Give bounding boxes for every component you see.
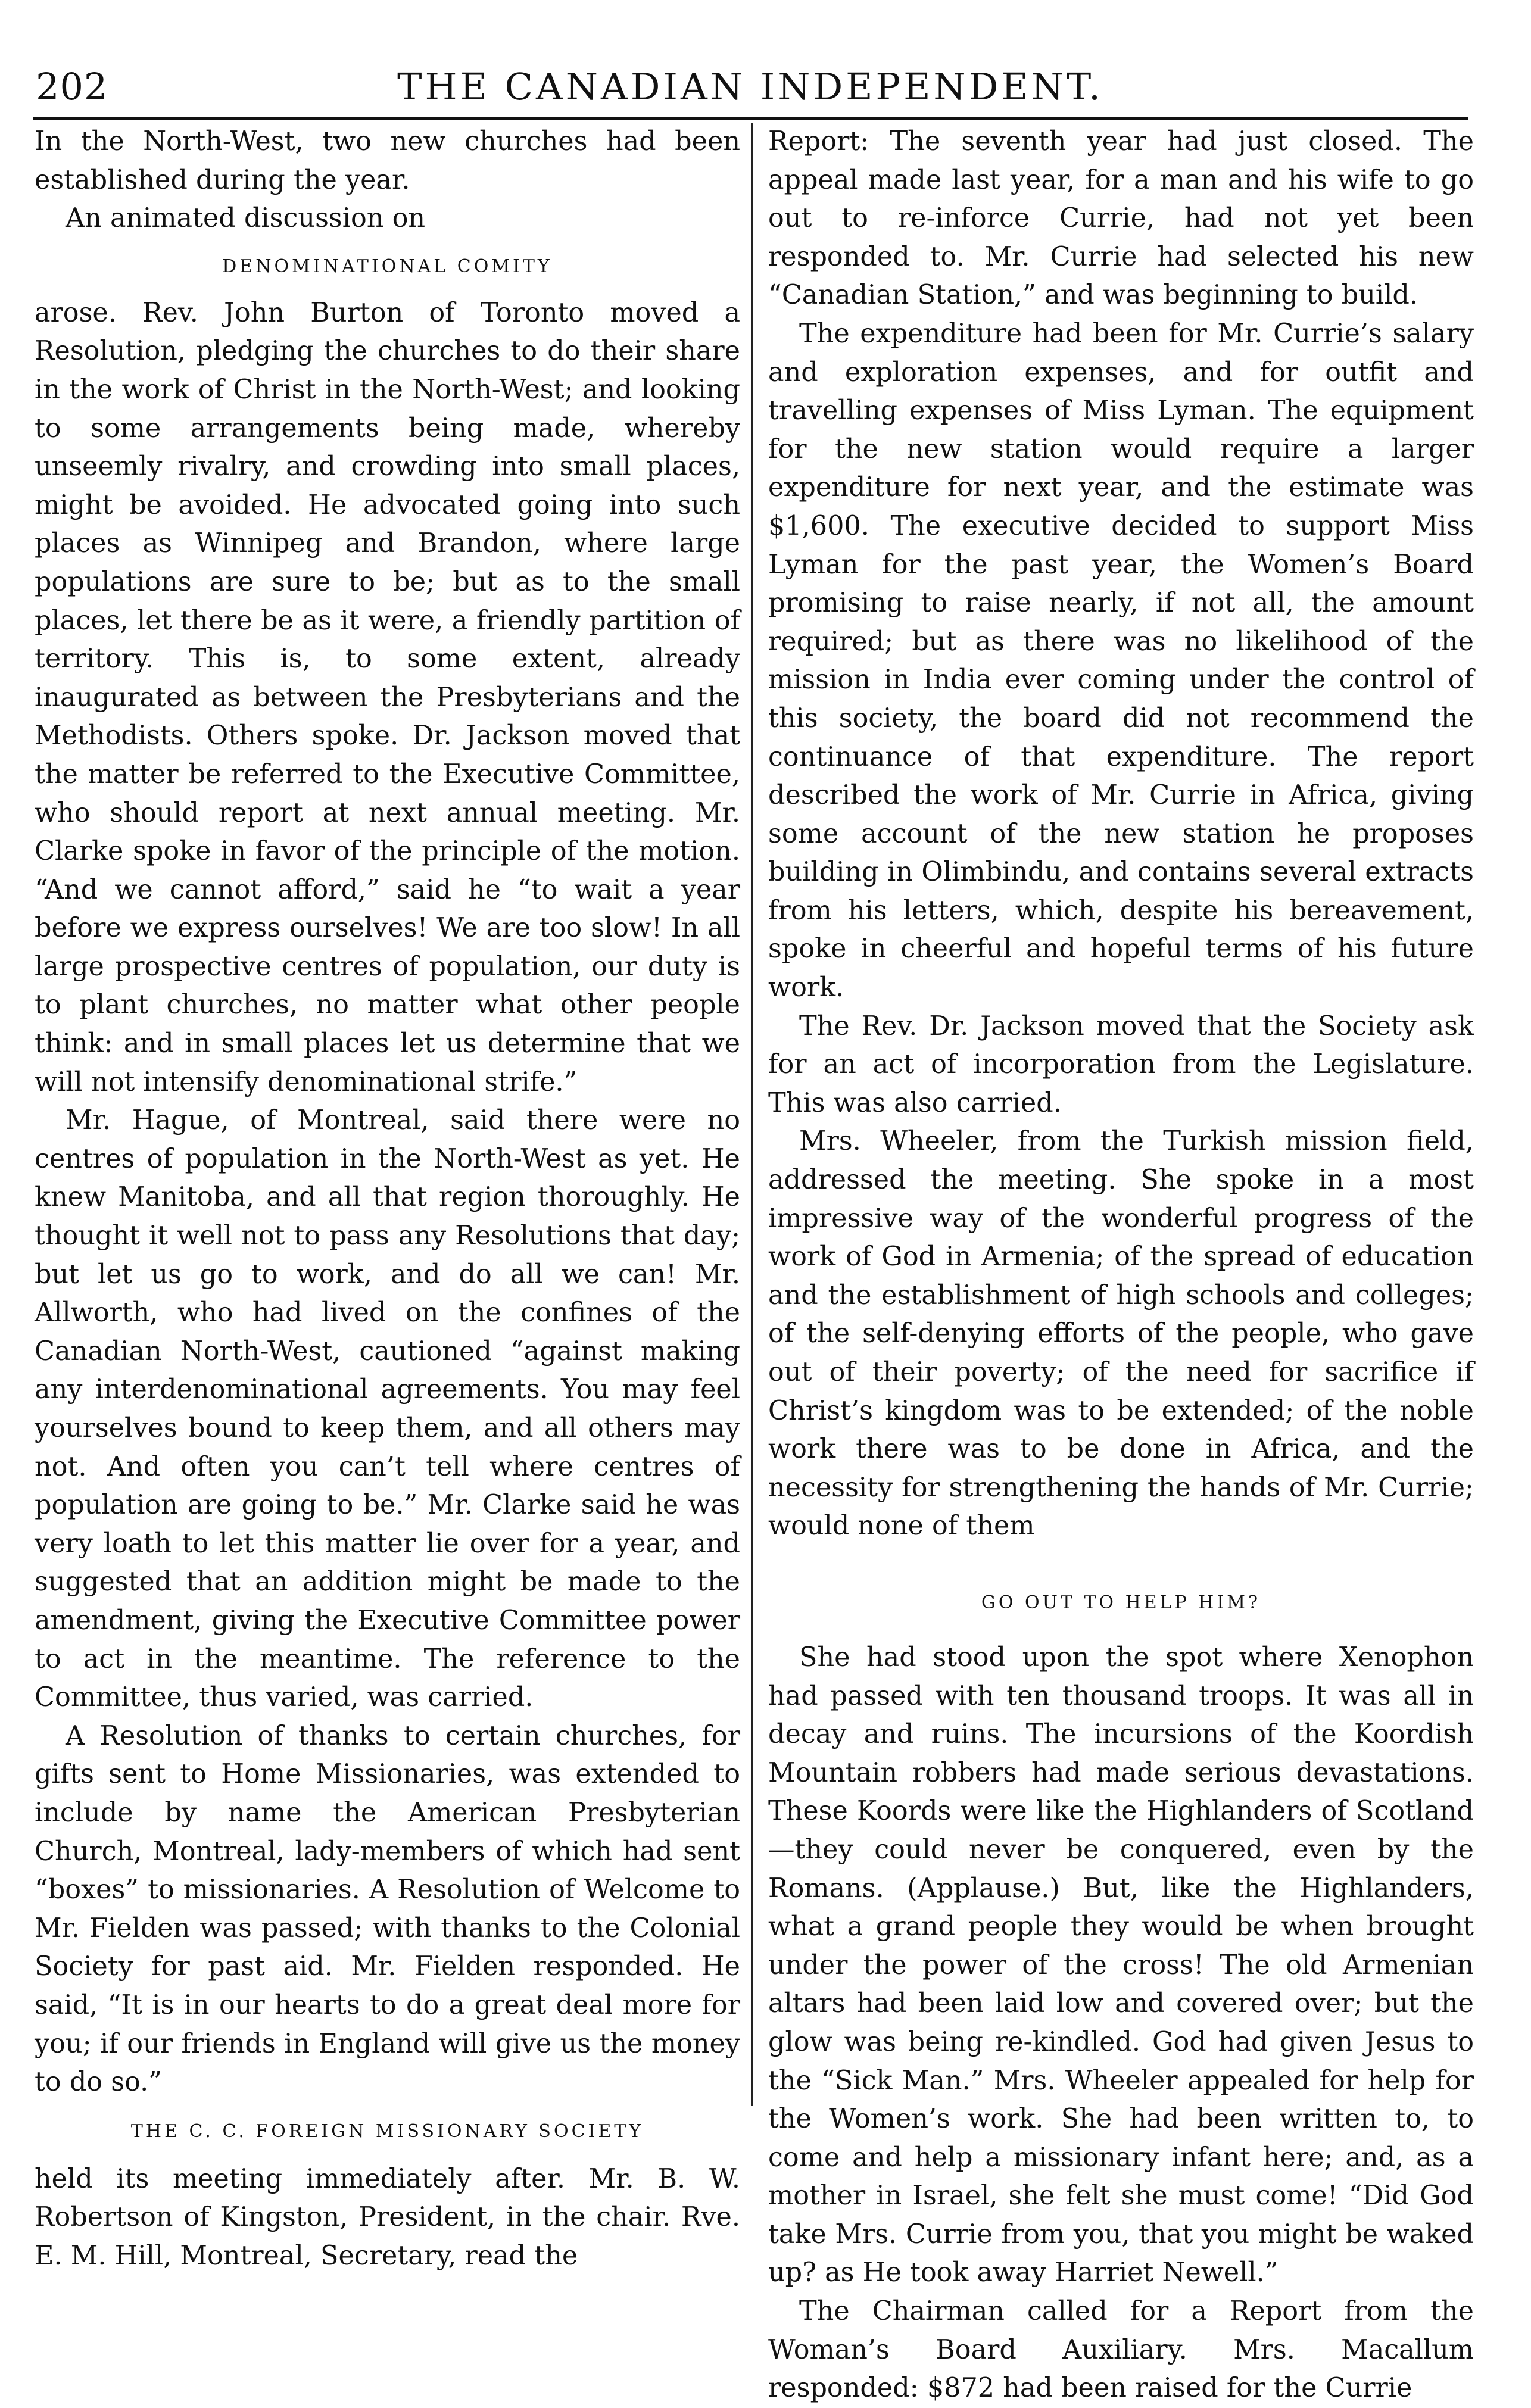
- paragraph: A Resolution of thanks to certain churches, for gifts sent to Home Missionaries, was extended to include by name the American Presbyterian Church, Montreal, lady-members of which had sent “boxes” to missionaries. A Resolution of Welcome to Mr. Fielden was passed; with thanks to the Colonial Society for past aid. Mr. Fielden responded. He said, “It is in our hearts to do a great deal more for you; if our friends in England will give us the money to do so.”: [35, 1720, 740, 2098]
- paragraph: arose. Rev. John Burton of Toronto moved a Resolution, pledging the churches to do their share in the work of Christ in the North-West; and looking to some arrangements being made, whereby unseemly rivalry, and crowding into small places, might be avoided. He advocated going into such places as Winnipeg and Brandon, where large populations are sure to be; but as to the small places, let there be as it were, a friendly partition of territory. This is, to some extent, already inaugurated as between the Presbyterians and the Methodists. Others spoke. Dr. Jackson moved that the matter be referred to the Executive Committee, who should report at next annual meeting. Mr. Clarke spoke in favor of the principle of the motion. “And we cannot afford,” said he “to wait a year before we express ourselves! We are too slow! In all large prospective centres of population, our duty is to plant churches, no matter what other people think: and in small places let us determine that we will not intensify denominational strife.”: [35, 297, 740, 1097]
- journal-title: THE CANADIAN INDEPENDENT.: [397, 65, 1103, 108]
- paragraph: held its meeting immediately after. Mr. B. W. Robertson of Kingston, President, in the chair. Rve. E. M. Hill, Montreal, Secretary, read the: [35, 2163, 740, 2271]
- paragraph: Mrs. Wheeler, from the Turkish mission field, addressed the meeting. She spoke in a most impressive way of the wonderful progress of the work of God in Armenia; of the spread of education and the establishment of high schools and colleges; of the self-denying efforts of the people, who gave out of their poverty; of the need for sacrifice if Christ’s kingdom was to be extended; of the noble work there was to be done in Africa, and the necessity for strengthening the hands of Mr. Currie; would none of them: [768, 1126, 1474, 1542]
- paragraph: Mr. Hague, of Montreal, said there were no centres of population in the North-West as yet. He knew Manitoba, and all that region thoroughly. He thought it well not to pass any Resolutions that day; but let us go to work, and do all we can! Mr. Allworth, who had lived on the confines of the Canadian North-West, cautioned “against making any interdenominational agreements. You may feel yourselves bound to keep them, and all others may not. And often you can’t tell where centres of population are going to be.” Mr. Clarke said he was very loath to let this matter lie over for a year, and suggested that an addition might be made to the amendment, giving the Executive Committee power to act in the meantime. The reference to the Committee, thus varied, was carried.: [35, 1105, 740, 1713]
- paragraph: The Chairman called for a Report from the Woman’s Board Auxiliary. Mrs. Macallum responded: $872 had been raised for the Currie: [768, 2296, 1474, 2404]
- right-column: [768, 123, 1474, 2404]
- paragraph: The Rev. Dr. Jackson moved that the Society ask for an act of incorporation from the Legislature. This was also carried.: [768, 1010, 1474, 1118]
- section-heading: THE C. C. FOREIGN MISSIONARY SOCIETY: [130, 2120, 644, 2142]
- page-number: 202: [36, 65, 108, 108]
- paragraph: She had stood upon the spot where Xenophon had passed with ten thousand troops. It was all in decay and ruins. The incursions of the Koordish Mountain robbers had made serious devastations. These Koords were like the Highlanders of Scotland—they could never be conquered, even by the Romans. (Applause.) But, like the Highlanders, what a grand people they would be when brought under the power of the cross! The old Armenian altars had been laid low and covered over; but the glow was being re-kindled. God had given Jesus to the “Sick Man.” Mrs. Wheeler appealed for help for the Women’s work. She had been written to, to come and help a missionary infant here; and, as a mother in Israel, she felt she must come! “Did God take Mrs. Currie from you, that you might be waked up? as He took away Harriet Newell.”: [768, 1642, 1474, 2288]
- section-heading: DENOMINATIONAL COMITY: [222, 255, 553, 277]
- paragraph: Report: The seventh year had just closed. The appeal made last year, for a man and his wife to go out to re-inforce Currie, had not yet been responded to. Mr. Currie had selected his new “Canadian Station,” and was beginning to build.: [768, 126, 1474, 311]
- header-rule: [33, 117, 1468, 120]
- paragraph: An animated discussion on: [66, 203, 426, 234]
- section-heading: GO OUT TO HELP HIM?: [981, 1592, 1261, 1613]
- page-header: [36, 57, 1465, 117]
- paragraph: The expenditure had been for Mr. Currie’s salary and exploration expenses, and for outfit and travelling expenses of Miss Lyman. The equipment for the new station would require a larger expenditure for next year, and the estimate was $1,600. The executive decided to support Miss Lyman for the past year, the Women’s Board promising to raise nearly, if not all, the amount required; but as there was no likelihood of the mission in India ever coming under the control of this society, the board did not recommend the continuance of that expenditure. The report described the work of Mr. Currie in Africa, giving some account of the new station he proposes building in Olimbindu, and contains several extracts from his letters, which, despite his bereavement, spoke in cheerful and hopeful terms of his future work.: [768, 318, 1474, 1003]
- column-divider: [751, 123, 753, 2106]
- paragraph: In the North-West, two new churches had been established during the year.: [35, 126, 740, 195]
- left-column: [35, 123, 740, 2271]
